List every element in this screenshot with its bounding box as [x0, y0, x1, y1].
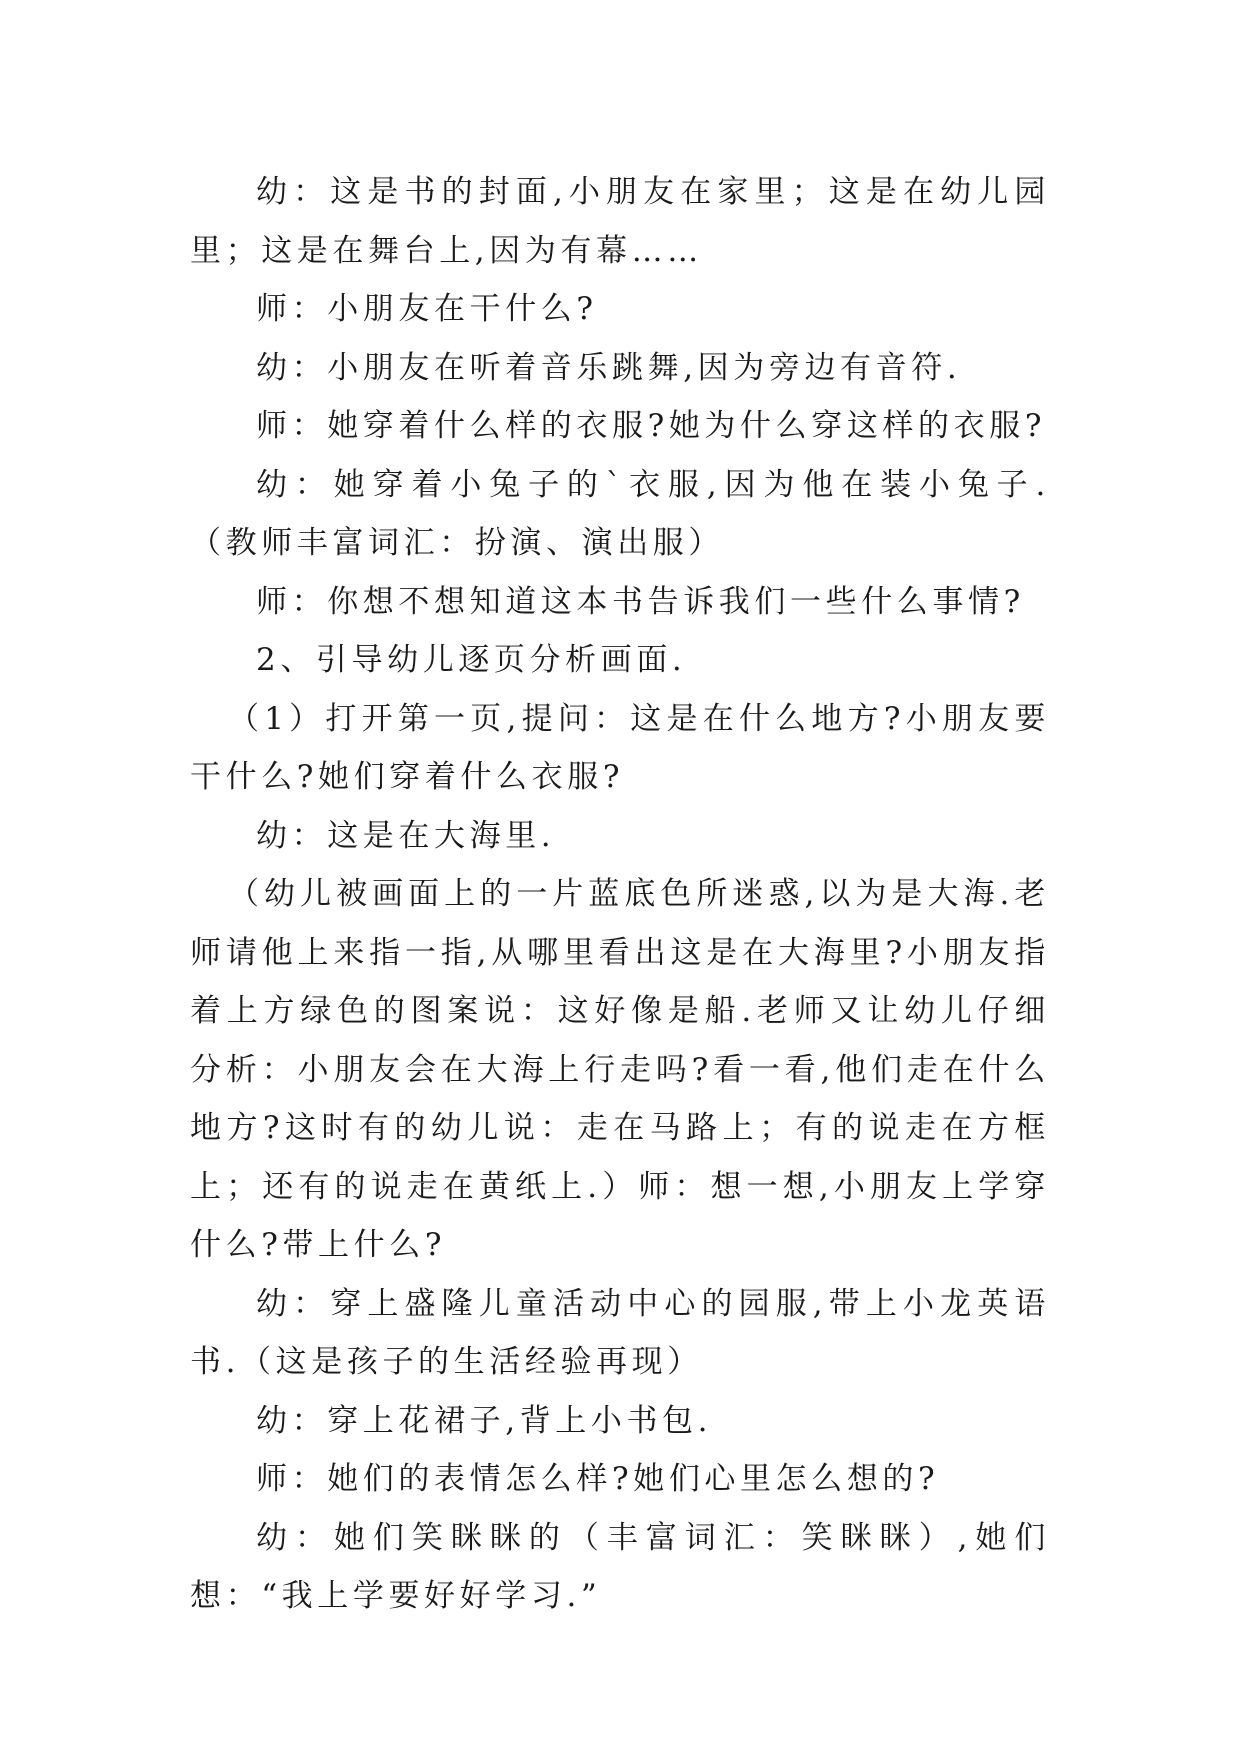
- paragraph-13: 师：她们的表情怎么样?她们心里怎么想的?: [256, 1461, 940, 1497]
- paragraph-6: 师：你想不想知道这本书告诉我们一些什么事情?: [256, 583, 1025, 620]
- paragraph-11: 幼：穿上盛隆儿童活动中心的园服,带上小龙英语书.（这是孩子的生活经验再现）: [190, 1285, 1050, 1380]
- paragraph-14: 幼：她们笑眯眯的（丰富词汇：笑眯眯）,她们想：“我上学要好好学习.”: [190, 1519, 1050, 1614]
- paragraph-5: 幼：她穿着小兔子的`衣服,因为他在装小兔子.（教师丰富词汇：扮演、演出服）: [190, 466, 1050, 561]
- paragraph-4: 师：她穿着什么样的衣服?她为什么穿这样的衣服?: [256, 408, 1047, 444]
- paragraph-8: （1）打开第一页,提问：这是在什么地方?小朋友要干什么?她们穿着什么衣服?: [190, 700, 1050, 795]
- paragraph-1: 幼：这是书的封面,小朋友在家里；这是在幼儿园里；这是在舞台上,因为有幕……: [190, 174, 1050, 269]
- paragraph-7: 2、引导幼儿逐页分析画面.: [256, 642, 687, 678]
- paragraph-2: 师：小朋友在干什么?: [256, 291, 598, 327]
- paragraph-12: 幼：穿上花裙子,背上小书包.: [256, 1402, 713, 1439]
- document-page: [190, 163, 1050, 1626]
- paragraph-10: （幼儿被画面上的一片蓝底色所迷惑,以为是大海.老师请他上来指一指,从哪里看出这是在大海里?小朋友指着上方绿色的图案说：这好像是船.老师又让幼儿仔细分析：小朋友会在大海上行走吗?看一看,他们走在什么地方?这时有的幼儿说：走在马路上；有的说走在方框上；还有的说走在黄纸上.）师：想一想,小朋友上学穿什么?带上什么?: [190, 876, 1050, 1263]
- paragraph-9: 幼：这是在大海里.: [256, 817, 556, 854]
- paragraph-3: 幼：小朋友在听着音乐跳舞,因为旁边有音符.: [256, 349, 962, 386]
